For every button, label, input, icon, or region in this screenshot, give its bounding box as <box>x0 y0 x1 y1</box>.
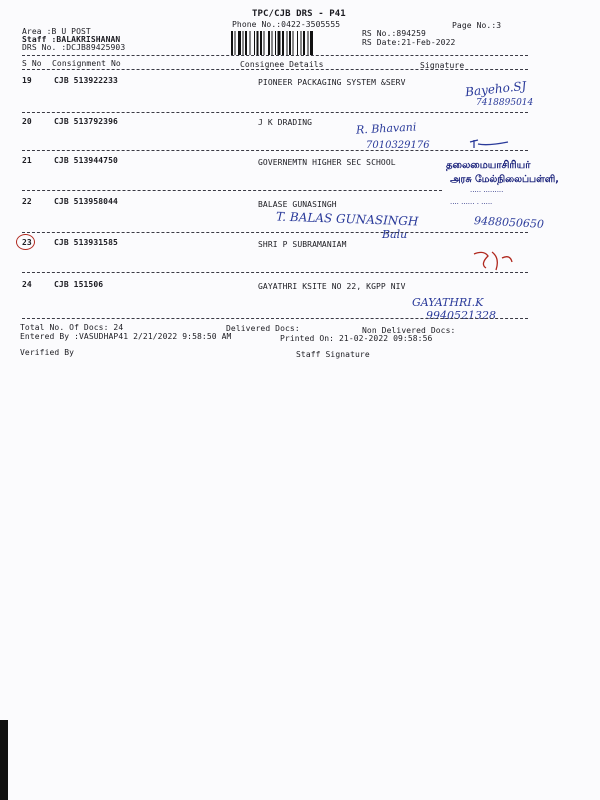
staff-signature-label: Staff Signature <box>296 350 370 359</box>
phone-number: Phone No.:0422-3505555 <box>232 20 341 29</box>
divider <box>22 232 528 233</box>
col-consignment: Consignment No <box>52 59 121 68</box>
signature-scribble-icon <box>468 136 512 150</box>
red-scribble-icon <box>470 248 518 274</box>
scan-edge <box>0 720 8 800</box>
printed-on: Printed On: 21-02-2022 09:58:56 <box>280 334 433 343</box>
area-label: Area :B U POST <box>22 27 91 36</box>
stamp-school: அரசு மேல்நிலைப்பள்ளி, <box>450 174 559 185</box>
stamp-faded-line: ····· ········· <box>470 188 504 196</box>
row-consignment: CJB 513922233 <box>54 76 118 85</box>
row-consignment: CJB 513944750 <box>54 156 118 165</box>
stamp-faded-line: ···· ······ · ····· <box>450 200 493 208</box>
non-delivered-docs: Non Delivered Docs: <box>362 326 456 335</box>
divider <box>22 69 528 70</box>
col-signature: Signature <box>420 61 465 70</box>
handwritten-signature: GAYATHRI.K <box>412 296 484 309</box>
row-sno: 24 <box>22 280 32 289</box>
rs-number: RS No.:894259 <box>362 29 426 38</box>
row-sno: 23 <box>22 238 32 247</box>
row-consignee: J K DRADING <box>258 118 313 127</box>
divider <box>22 190 442 191</box>
row-consignee: BALASE GUNASINGH <box>258 200 337 209</box>
row-sno: 22 <box>22 197 32 206</box>
school-stamp <box>440 160 595 218</box>
handwritten-phone: 9940521328 <box>426 309 496 322</box>
divider <box>22 318 528 319</box>
barcode <box>230 31 353 55</box>
handwritten-initials: Balu <box>382 228 408 241</box>
row-consignee: GOVERNEMTN HIGHER SEC SCHOOL <box>258 158 396 167</box>
row-consignment: CJB 513931585 <box>54 238 118 247</box>
col-consignee: Consignee Details <box>240 60 324 69</box>
page-number: Page No.:3 <box>452 21 502 30</box>
row-consignee: PIONEER PACKAGING SYSTEM &SERV <box>258 78 406 87</box>
handwritten-signature: R. Bhavani <box>355 120 417 137</box>
handwritten-phone: 7418895014 <box>476 98 534 108</box>
row-consignee: GAYATHRI KSITE NO 22, KGPP NIV <box>258 282 406 291</box>
entered-by: Entered By :VASUDHAP41 2/21/2022 9:58:50 AM <box>20 332 232 341</box>
col-sno: S No <box>22 59 42 68</box>
divider <box>22 55 528 56</box>
divider <box>22 150 528 151</box>
row-consignment: CJB 513958044 <box>54 197 118 206</box>
verified-by: Verified By <box>20 348 75 357</box>
row-sno: 19 <box>22 76 32 85</box>
row-consignment: CJB 513792396 <box>54 117 118 126</box>
total-docs: Total No. Of Docs: 24 <box>20 323 124 332</box>
handwritten-signature: Bayeho.SJ <box>464 78 528 100</box>
row-consignee: SHRI P SUBRAMANIAM <box>258 240 347 249</box>
divider <box>22 112 528 113</box>
handwritten-phone: 7010329176 <box>366 140 430 151</box>
handwritten-signature: T. BALAS GUNASINGH <box>275 209 419 229</box>
row-consignment: CJB 151506 <box>54 280 104 289</box>
drs-number: DRS No. :DCJB89425903 <box>22 43 126 52</box>
divider <box>22 272 528 273</box>
handwritten-phone: 9488050650 <box>473 214 545 231</box>
row-sno: 20 <box>22 117 32 126</box>
rs-date: RS Date:21-Feb-2022 <box>362 38 456 47</box>
sheet-title: TPC/CJB DRS - P41 <box>252 9 346 19</box>
row-sno: 21 <box>22 156 32 165</box>
staff-label: Staff :BALAKRISHANAN <box>22 35 121 44</box>
stamp-title: தலைமையாசிரியர் <box>446 160 531 171</box>
delivered-docs: Delivered Docs: <box>226 324 300 333</box>
